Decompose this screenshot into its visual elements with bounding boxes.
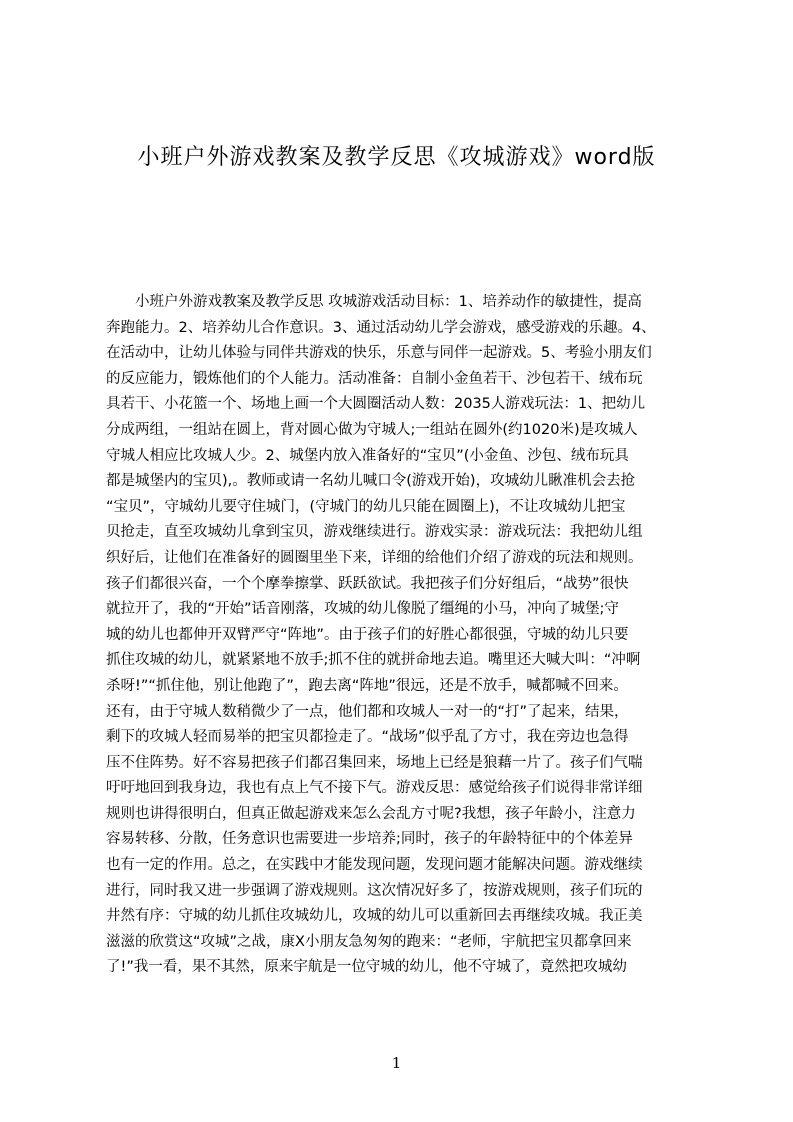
- text-line: 在活动中，让幼儿体验与同伴共游戏的快乐，乐意与同伴一起游戏。5、考验小朋友们: [106, 345, 652, 362]
- text-line: 具若干、小花篮一个、场地上画一个大圆圈活动人数：2035人游戏玩法：1、把幼儿: [106, 396, 646, 413]
- text-line: 贝抢走，直至攻城幼儿拿到宝贝，游戏继续进行。游戏实录：游戏玩法：我把幼儿组: [106, 524, 643, 541]
- text-line: 了!”我一看，果不其然，原来宇航是一位守城的幼儿，他不守城了，竟然把攻城幼: [106, 959, 627, 976]
- text-line: 还有，由于守城人数稍微少了一点，他们都和攻城人一对一的“打”了起来，结果，: [106, 703, 629, 720]
- text-line: 分成两组，一组站在圆上，背对圆心做为守城人;一组站在圆外(约1020米)是攻城人: [106, 421, 638, 438]
- text-line: 奔跑能力。2、培养幼儿合作意识。3、通过活动幼儿学会游戏，感受游戏的乐趣。4、: [106, 319, 656, 336]
- text-line: 压不住阵势。好不容易把孩子们都召集回来，场地上已经是狼藉一片了。孩子们气喘: [106, 754, 643, 771]
- text-line: 抓住攻城的幼儿，就紧紧地不放手;抓不住的就拼命地去追。嘴里还大喊大叫：“冲啊: [106, 652, 641, 669]
- text-line: 就拉开了，我的“开始”话音刚落，攻城的幼儿像脱了缰绳的小马，冲向了城堡;守: [106, 601, 619, 618]
- text-line: 规则也讲得很明白，但真正做起游戏来怎么会乱方寸呢?我想，孩子年龄小，注意力: [106, 805, 636, 822]
- document-body: [106, 290, 698, 981]
- text-line: 剩下的攻城人轻而易举的把宝贝都捡走了。“战场”似乎乱了方寸，我在旁边也急得: [106, 729, 629, 746]
- text-line: 进行，同时我又进一步强调了游戏规则。这次情况好多了，按游戏规则，孩子们玩的: [106, 882, 643, 899]
- text-line: 滋滋的欣赏这“攻城”之战，康X小朋友急匆匆的跑来：“老师，宇航把宝贝都拿回来: [106, 933, 632, 950]
- text-line: 也有一定的作用。总之，在实践中才能发现问题，发现问题才能解决问题。游戏继续: [106, 857, 643, 874]
- document-title: 小班户外游戏教案及教学反思《攻城游戏》word版: [137, 145, 656, 170]
- text-line: 都是城堡内的宝贝),。教师或请一名幼儿喊口令(游戏开始)，攻城幼儿瞅准机会去抢: [106, 473, 636, 490]
- text-line: 孩子们都很兴奋，一个个摩拳擦掌、跃跃欲试。我把孩子们分好组后，“战势”很快: [106, 575, 629, 592]
- text-line: 织好后，让他们在准备好的圆圈里坐下来，详细的给他们介绍了游戏的玩法和规则。: [106, 549, 643, 566]
- text-line: 城的幼儿也都伸开双臂严守“阵地”。由于孩子们的好胜心都很强，守城的幼儿只要: [106, 626, 629, 643]
- text-line: 吁吁地回到我身边，我也有点上气不接下气。游戏反思：感觉给孩子们说得非常详细: [106, 780, 643, 797]
- page-number: 1: [391, 1054, 402, 1072]
- text-line: 守城人相应比攻城人少。2、城堡内放入准备好的“宝贝”(小金鱼、沙包、绒布玩具: [106, 447, 629, 464]
- text-line: 的反应能力，锻炼他们的个人能力。活动准备：自制小金鱼若干、沙包若干、绒布玩: [106, 370, 643, 387]
- text-line: 小班户外游戏教案及教学反思 攻城游戏活动目标：1、培养动作的敏捷性，提高: [106, 294, 642, 310]
- text-line: 杀呀!”“抓住他，别让他跑了”，跑去离“阵地”很远，还是不放手，喊都喊不回来。: [106, 677, 628, 694]
- text-line: 容易转移、分散，任务意识也需要进一步培养;同时，孩子的年龄特征中的个体差异: [106, 831, 633, 848]
- text-line: “宝贝”，守城幼儿要守住城门，(守城门的幼儿只能在圆圈上)，不让攻城幼儿把宝: [106, 498, 626, 515]
- text-line: 井然有序：守城的幼儿抓住攻城幼儿，攻城的幼儿可以重新回去再继续攻城。我正美: [106, 908, 643, 925]
